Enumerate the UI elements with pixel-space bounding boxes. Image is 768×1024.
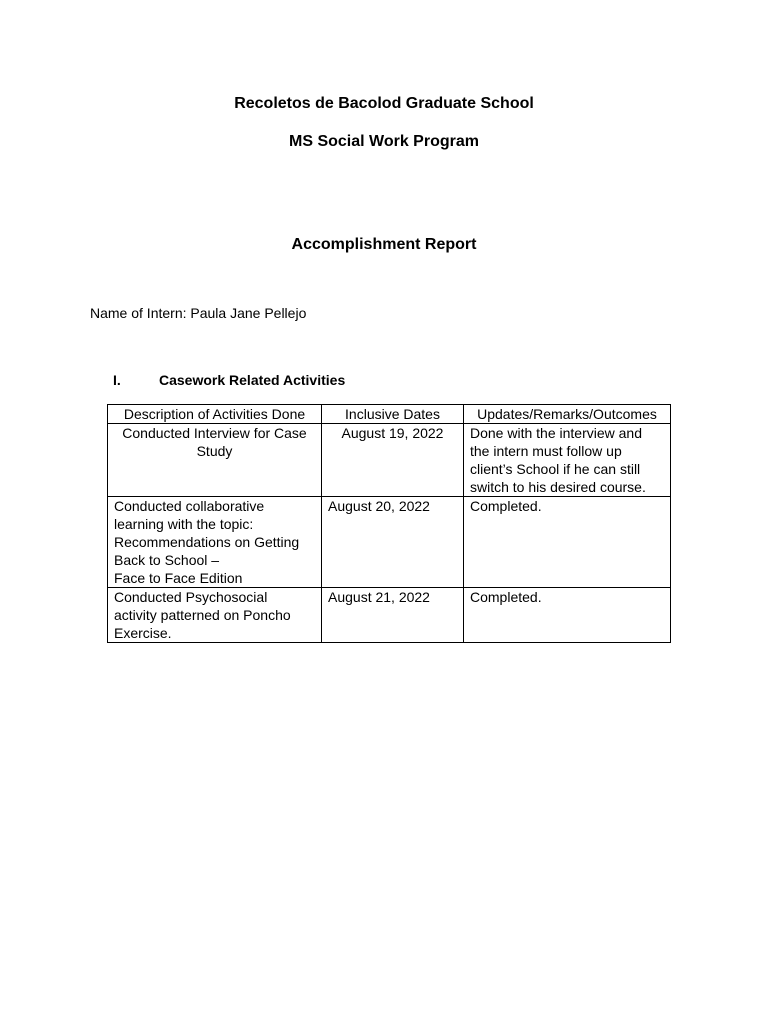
cell-dates [322,588,464,643]
description-line: Conducted Interview for Case [122,425,307,441]
description-line: Recommendations on Getting [114,534,300,550]
cell-remarks [464,497,671,588]
remarks-line: Completed. [470,589,542,605]
column-header-remarks: Updates/Remarks/Outcomes [464,405,671,424]
dates-line: August 19, 2022 [341,425,444,441]
cell-description [108,424,322,497]
description-line: Conducted Psychosocial [114,589,268,605]
section-title: Casework Related Activities [159,372,346,388]
cell-remarks [464,424,671,497]
description-line: Face to Face Edition [114,570,243,586]
description-line: Back to School – [114,552,220,568]
dates-line: August 21, 2022 [328,589,430,605]
report-title: Accomplishment Report [291,236,477,253]
column-header-description: Description of Activities Done [108,405,322,424]
cell-dates [322,497,464,588]
cell-description [108,588,322,643]
activities-table [107,404,671,643]
school-name: Recoletos de Bacolod Graduate School [234,95,534,112]
column-header-dates: Inclusive Dates [322,405,464,424]
description-line: activity patterned on Poncho [114,607,291,623]
program-name: MS Social Work Program [289,133,479,150]
dates-line: August 20, 2022 [328,498,430,514]
table-row [108,588,671,643]
cell-remarks [464,588,671,643]
intern-name: Name of Intern: Paula Jane Pellejo [90,305,307,321]
table-row [108,497,671,588]
section-number: I. [113,372,121,388]
description-line: Conducted collaborative [114,498,265,514]
cell-description [108,497,322,588]
description-line: Study [196,443,233,459]
remarks-line: client’s School if he can still [470,461,641,477]
remarks-line: Completed. [470,498,542,514]
remarks-line: switch to his desired course. [470,479,646,495]
table-row [108,424,671,497]
description-line: learning with the topic: [114,516,254,532]
remarks-line: the intern must follow up [470,443,622,459]
cell-dates [322,424,464,497]
table-header-row [108,405,671,424]
description-line: Exercise. [114,625,172,641]
remarks-line: Done with the interview and [470,425,642,441]
